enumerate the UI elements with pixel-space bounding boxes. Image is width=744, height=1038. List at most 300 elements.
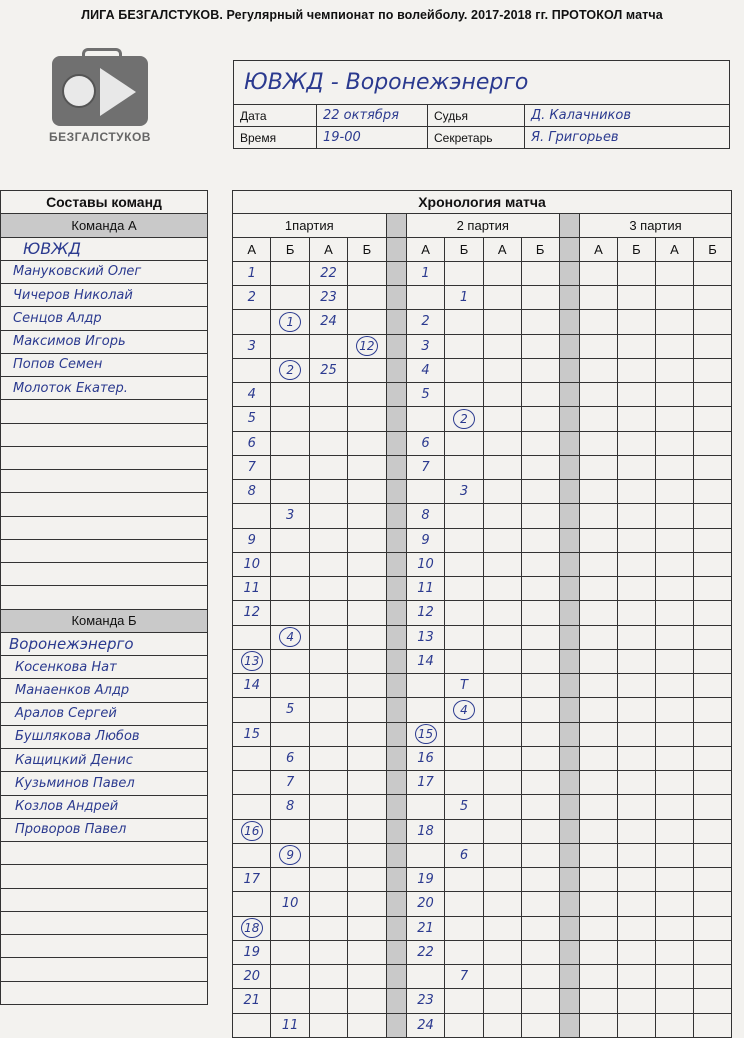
team-a-player	[1, 516, 208, 539]
score-cell	[579, 819, 617, 843]
score-cell	[483, 455, 521, 479]
score-cell	[309, 649, 347, 673]
score-cell	[309, 334, 347, 358]
referee-label: Судья	[428, 105, 525, 127]
score-cell	[309, 455, 347, 479]
score-cell: 19	[406, 868, 444, 892]
score-cell	[445, 722, 483, 746]
set-separator	[386, 601, 406, 625]
score-cell	[521, 261, 559, 285]
score-cell	[233, 843, 271, 867]
set-separator	[559, 261, 579, 285]
score-cell	[521, 989, 559, 1013]
set-separator	[559, 698, 579, 722]
set-separator	[559, 577, 579, 601]
score-cell	[348, 649, 386, 673]
score-cell	[233, 746, 271, 770]
score-cell	[483, 504, 521, 528]
score-cell	[233, 698, 271, 722]
score-cell	[483, 625, 521, 649]
score-cell	[445, 528, 483, 552]
score-cell	[348, 455, 386, 479]
team-b-player: Бушлякова Любов	[1, 725, 208, 748]
set-separator	[559, 722, 579, 746]
score-cell	[483, 431, 521, 455]
score-cell	[521, 746, 559, 770]
set-separator	[559, 649, 579, 673]
score-cell	[309, 698, 347, 722]
column-label: Б	[521, 237, 559, 261]
set-separator	[386, 214, 406, 237]
score-cell	[655, 601, 693, 625]
set-separator	[559, 455, 579, 479]
score-cell: 8	[271, 795, 309, 819]
score-cell	[655, 286, 693, 310]
score-cell	[693, 310, 731, 334]
circled-point: 4	[453, 700, 475, 720]
set-separator	[386, 334, 406, 358]
score-cell	[579, 310, 617, 334]
referee-value: Д. Калачников	[525, 105, 730, 127]
score-cell	[271, 940, 309, 964]
score-cell: Т	[445, 674, 483, 698]
score-cell: 5	[445, 795, 483, 819]
score-cell	[617, 746, 655, 770]
score-cell	[617, 286, 655, 310]
score-cell	[617, 916, 655, 940]
score-cell	[233, 504, 271, 528]
score-cell	[579, 916, 617, 940]
score-cell	[655, 771, 693, 795]
score-cell	[655, 577, 693, 601]
score-cell	[445, 868, 483, 892]
score-cell	[483, 722, 521, 746]
score-cell: 25	[309, 358, 347, 382]
score-cell: 7	[406, 455, 444, 479]
score-cell	[406, 795, 444, 819]
set-separator	[559, 431, 579, 455]
score-cell	[271, 261, 309, 285]
set-separator	[386, 698, 406, 722]
score-cell	[693, 383, 731, 407]
score-cell	[693, 795, 731, 819]
team-b-player: Козлов Андрей	[1, 795, 208, 818]
score-cell	[406, 480, 444, 504]
score-cell	[309, 528, 347, 552]
score-cell	[309, 940, 347, 964]
score-cell	[655, 916, 693, 940]
score-cell	[579, 698, 617, 722]
score-cell	[483, 577, 521, 601]
score-cell	[309, 674, 347, 698]
team-b-player: Косенкова Нат	[1, 656, 208, 679]
set-separator	[559, 989, 579, 1013]
score-cell	[271, 916, 309, 940]
score-cell	[445, 407, 483, 431]
score-cell	[579, 528, 617, 552]
score-cell	[483, 989, 521, 1013]
column-label: Б	[271, 237, 309, 261]
score-cell	[579, 795, 617, 819]
score-cell	[655, 674, 693, 698]
set-separator	[386, 504, 406, 528]
column-label: Б	[693, 237, 731, 261]
column-label: А	[579, 237, 617, 261]
score-cell	[483, 843, 521, 867]
team-b-name: Воронежэнерго	[1, 632, 208, 655]
score-cell	[693, 649, 731, 673]
score-cell	[406, 674, 444, 698]
score-cell: 3	[233, 334, 271, 358]
score-cell	[445, 334, 483, 358]
score-cell	[579, 868, 617, 892]
score-cell	[617, 940, 655, 964]
score-cell	[521, 722, 559, 746]
set-separator	[559, 868, 579, 892]
score-cell	[348, 358, 386, 382]
score-cell: 5	[233, 407, 271, 431]
score-cell	[579, 843, 617, 867]
score-cell: 11	[233, 577, 271, 601]
score-cell	[271, 965, 309, 989]
date-label: Дата	[234, 105, 317, 127]
column-label: Б	[348, 237, 386, 261]
score-cell	[233, 649, 271, 673]
set-header: 2 партия	[406, 214, 559, 237]
score-cell: 8	[233, 480, 271, 504]
score-cell: 16	[406, 746, 444, 770]
score-cell	[655, 383, 693, 407]
team-a-player: Попов Семен	[1, 353, 208, 376]
score-cell	[693, 940, 731, 964]
set-separator	[559, 625, 579, 649]
score-cell: 5	[406, 383, 444, 407]
set-separator	[559, 214, 579, 237]
score-cell	[693, 989, 731, 1013]
score-cell	[579, 504, 617, 528]
score-cell	[348, 916, 386, 940]
score-cell	[617, 431, 655, 455]
team-a-player	[1, 470, 208, 493]
score-cell	[579, 552, 617, 576]
score-cell	[309, 552, 347, 576]
score-cell	[348, 310, 386, 334]
score-cell	[309, 407, 347, 431]
team-b-player	[1, 865, 208, 888]
score-cell	[309, 771, 347, 795]
score-cell	[233, 625, 271, 649]
score-cell	[309, 746, 347, 770]
set-separator	[386, 286, 406, 310]
score-cell	[348, 1013, 386, 1037]
team-b-label: Команда Б	[1, 609, 208, 632]
score-cell	[521, 1013, 559, 1037]
score-cell	[348, 674, 386, 698]
score-cell: 2	[233, 286, 271, 310]
score-cell	[348, 601, 386, 625]
set-separator	[559, 771, 579, 795]
score-cell	[693, 601, 731, 625]
score-cell	[483, 334, 521, 358]
score-cell	[348, 940, 386, 964]
score-cell	[271, 843, 309, 867]
score-cell	[483, 383, 521, 407]
team-b-player: Кащицкий Денис	[1, 749, 208, 772]
score-cell	[348, 843, 386, 867]
time-value: 19-00	[317, 127, 428, 149]
score-cell	[655, 407, 693, 431]
circled-point: 2	[453, 409, 475, 429]
score-cell	[617, 261, 655, 285]
score-cell	[309, 625, 347, 649]
set-separator	[559, 601, 579, 625]
circled-point: 16	[241, 821, 263, 841]
score-cell	[617, 383, 655, 407]
set-header: 1партия	[233, 214, 387, 237]
score-cell	[233, 310, 271, 334]
score-cell	[233, 1013, 271, 1037]
set-separator	[386, 625, 406, 649]
score-cell	[521, 698, 559, 722]
time-label: Время	[234, 127, 317, 149]
score-cell: 10	[271, 892, 309, 916]
score-cell	[483, 480, 521, 504]
score-cell	[483, 965, 521, 989]
score-cell	[655, 892, 693, 916]
score-cell	[348, 746, 386, 770]
score-cell	[348, 868, 386, 892]
circled-point: 12	[356, 336, 378, 356]
score-cell	[406, 407, 444, 431]
set-separator	[386, 1013, 406, 1037]
score-cell: 3	[406, 334, 444, 358]
circled-point: 4	[279, 627, 301, 647]
score-cell	[521, 407, 559, 431]
score-cell	[693, 625, 731, 649]
score-cell	[521, 431, 559, 455]
score-cell	[233, 819, 271, 843]
team-a-player: Чичеров Николай	[1, 284, 208, 307]
match-title: ЮВЖД - Воронежэнерго	[234, 61, 730, 105]
score-cell	[271, 455, 309, 479]
score-cell: 3	[445, 480, 483, 504]
score-cell	[271, 286, 309, 310]
team-b-player	[1, 958, 208, 981]
score-cell	[521, 940, 559, 964]
score-cell	[521, 649, 559, 673]
score-cell	[233, 892, 271, 916]
score-cell	[445, 358, 483, 382]
set-separator	[559, 407, 579, 431]
score-cell	[655, 819, 693, 843]
score-cell	[617, 649, 655, 673]
score-cell	[348, 552, 386, 576]
team-a-player: Сенцов Алдр	[1, 307, 208, 330]
score-cell: 1	[406, 261, 444, 285]
score-cell	[483, 819, 521, 843]
score-cell: 7	[233, 455, 271, 479]
score-cell	[579, 674, 617, 698]
team-a-player	[1, 563, 208, 586]
score-cell: 5	[271, 698, 309, 722]
score-cell	[309, 868, 347, 892]
score-cell	[348, 431, 386, 455]
document-header: ЛИГА БЕЗГАЛСТУКОВ. Регулярный чемпионат по волейболу. 2017-2018 гг. ПРОТОКОЛ матча	[81, 8, 663, 22]
score-cell	[271, 601, 309, 625]
score-cell: 9	[233, 528, 271, 552]
score-cell	[617, 625, 655, 649]
score-cell	[271, 528, 309, 552]
score-cell	[655, 455, 693, 479]
score-cell	[309, 843, 347, 867]
set-separator	[386, 261, 406, 285]
score-cell	[579, 455, 617, 479]
score-cell	[693, 698, 731, 722]
score-cell	[483, 286, 521, 310]
score-cell	[483, 746, 521, 770]
set-separator	[386, 746, 406, 770]
score-cell	[521, 286, 559, 310]
score-cell	[233, 795, 271, 819]
score-cell	[271, 310, 309, 334]
score-cell	[445, 577, 483, 601]
score-cell	[348, 795, 386, 819]
set-separator	[559, 916, 579, 940]
set-separator	[386, 528, 406, 552]
score-cell	[521, 625, 559, 649]
score-cell: 19	[233, 940, 271, 964]
score-cell	[617, 358, 655, 382]
set-separator	[559, 892, 579, 916]
score-cell	[655, 698, 693, 722]
score-cell	[445, 625, 483, 649]
score-cell	[655, 965, 693, 989]
score-cell	[406, 722, 444, 746]
score-cell	[271, 552, 309, 576]
score-cell	[655, 989, 693, 1013]
score-cell	[655, 795, 693, 819]
score-cell: 7	[445, 965, 483, 989]
team-a-player: Молоток Екатер.	[1, 377, 208, 400]
set-separator	[386, 989, 406, 1013]
score-cell	[445, 940, 483, 964]
score-cell: 12	[406, 601, 444, 625]
score-cell	[521, 528, 559, 552]
score-cell: 11	[406, 577, 444, 601]
score-cell	[309, 431, 347, 455]
score-cell	[406, 698, 444, 722]
set-separator	[386, 771, 406, 795]
rosters-table	[0, 190, 208, 1005]
team-b-player	[1, 981, 208, 1004]
score-cell	[445, 261, 483, 285]
set-header: 3 партия	[579, 214, 731, 237]
score-cell	[483, 310, 521, 334]
score-cell	[579, 577, 617, 601]
score-cell	[579, 746, 617, 770]
team-b-player: Кузьминов Павел	[1, 772, 208, 795]
score-cell	[693, 746, 731, 770]
score-cell	[693, 771, 731, 795]
set-separator	[559, 819, 579, 843]
score-cell	[271, 358, 309, 382]
score-cell	[617, 722, 655, 746]
team-a-player	[1, 423, 208, 446]
set-separator	[386, 480, 406, 504]
score-cell	[693, 1013, 731, 1037]
score-cell: 23	[309, 286, 347, 310]
score-cell	[579, 407, 617, 431]
set-separator	[559, 528, 579, 552]
set-separator	[386, 237, 406, 261]
score-cell	[579, 771, 617, 795]
set-separator	[386, 965, 406, 989]
score-cell	[655, 746, 693, 770]
score-cell	[271, 480, 309, 504]
score-cell	[617, 989, 655, 1013]
secretary-label: Секретарь	[428, 127, 525, 149]
score-cell	[309, 601, 347, 625]
score-cell: 14	[233, 674, 271, 698]
score-cell	[445, 916, 483, 940]
score-cell	[693, 528, 731, 552]
set-separator	[559, 480, 579, 504]
score-cell: 21	[406, 916, 444, 940]
score-cell	[655, 528, 693, 552]
score-cell	[693, 916, 731, 940]
score-cell	[579, 649, 617, 673]
score-cell	[271, 674, 309, 698]
score-cell	[617, 1013, 655, 1037]
score-cell	[406, 843, 444, 867]
score-cell	[271, 407, 309, 431]
team-b-player	[1, 888, 208, 911]
score-cell	[445, 552, 483, 576]
score-cell: 17	[406, 771, 444, 795]
team-b-player	[1, 911, 208, 934]
score-cell: 18	[406, 819, 444, 843]
score-cell: 6	[406, 431, 444, 455]
score-cell	[348, 407, 386, 431]
set-separator	[386, 843, 406, 867]
secretary-value: Я. Григорьев	[525, 127, 730, 149]
score-cell	[693, 577, 731, 601]
circled-point: 1	[279, 312, 301, 332]
score-cell	[445, 771, 483, 795]
set-separator	[386, 577, 406, 601]
set-separator	[559, 310, 579, 334]
score-cell	[445, 504, 483, 528]
score-cell	[617, 965, 655, 989]
score-cell	[348, 383, 386, 407]
score-cell	[521, 868, 559, 892]
set-separator	[559, 286, 579, 310]
score-cell	[693, 722, 731, 746]
column-label: А	[309, 237, 347, 261]
score-cell	[271, 819, 309, 843]
score-cell: 17	[233, 868, 271, 892]
score-cell	[233, 916, 271, 940]
score-cell	[693, 819, 731, 843]
score-cell	[271, 722, 309, 746]
team-a-player	[1, 400, 208, 423]
score-cell	[655, 334, 693, 358]
score-cell	[445, 989, 483, 1013]
team-b-player: Проворов Павел	[1, 818, 208, 841]
score-cell	[271, 383, 309, 407]
set-separator	[386, 358, 406, 382]
score-cell	[309, 722, 347, 746]
